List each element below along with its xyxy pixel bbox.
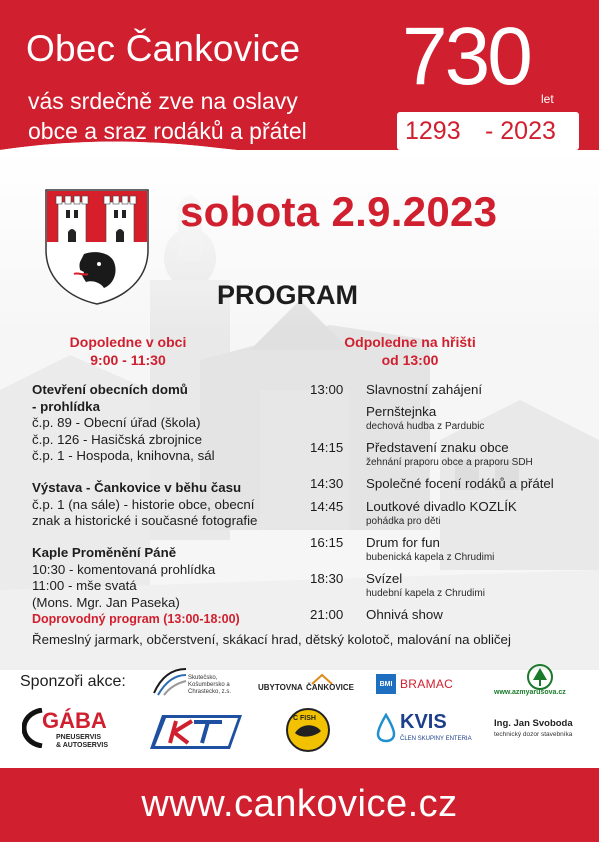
sponsor-kvis [376, 711, 476, 749]
invitation-line-2: obce a sraz rodáků a přátel [28, 118, 307, 144]
block-line: č.p. 89 - Obecní úřad (škola) [32, 415, 201, 430]
schedule-name: Svízel [366, 571, 403, 586]
sponsor-gaba [22, 706, 130, 752]
svoboda-name: Ing. Jan Svoboda [494, 718, 573, 729]
schedule-time: 18:30 [310, 571, 344, 586]
fish-logo-text: Č FISH [293, 715, 316, 722]
invitation-line-1: vás srdečně zve na oslavy [28, 88, 298, 114]
svoboda-sub: technický dozor stavebníka [494, 731, 573, 738]
azmy-url: www.azmyarusova.cz [494, 689, 566, 696]
schedule-name: Ohnivá show [366, 607, 443, 622]
schedule-name: Představení znaku obce [366, 440, 509, 455]
schedule-name: Drum for fun [366, 535, 440, 550]
block-line: č.p. 1 - Hospoda, knihovna, sál [32, 448, 215, 463]
block-title: Kaple Proměnění Páně [32, 545, 177, 560]
block-line: (Mons. Mgr. Jan Paseka) [32, 594, 180, 610]
anniversary-number: 730 [402, 11, 530, 102]
morning-heading [48, 333, 208, 369]
anniversary-unit: let [541, 92, 554, 106]
block-title: Výstava - Čankovice v běhu času [32, 480, 242, 495]
village-title: Obec Čankovice [26, 28, 301, 69]
gaba-sub2: & AUTOSERVIS [56, 742, 108, 749]
event-date: sobota 2.9.2023 [180, 188, 498, 235]
schedule-subtitle: dechová hudba z Pardubic [366, 421, 485, 432]
schedule-name: Loutkové divadlo KOZLÍK [366, 499, 517, 514]
block-line: 11:00 - mše svatá [32, 578, 137, 593]
wave-logo [152, 665, 188, 697]
sponsors-label: Sponzoři akce: [20, 673, 126, 690]
morning-heading-line1: Dopoledne v obci [69, 334, 187, 350]
morning-heading-line2: 9:00 - 11:30 [90, 352, 166, 368]
bramac-text: BRAMAC [400, 677, 454, 691]
ubytovna-label: UBYTOVNA [258, 683, 303, 692]
tree-logo [520, 662, 560, 692]
block-line: znak a historické i současné fotografie [32, 513, 258, 528]
schedule-subtitle: žehnání praporu obce a praporu SDH [366, 457, 533, 468]
schedule-time: 14:15 [310, 440, 344, 455]
program-heading: PROGRAM [217, 280, 358, 310]
schedule-time: 16:15 [310, 535, 344, 550]
kt-logo [148, 713, 244, 751]
coat-of-arms-icon [44, 188, 150, 306]
years-badge [397, 112, 579, 150]
ubytovna-name: ČANKOVICE [306, 683, 355, 692]
sponsor-bramac [376, 674, 476, 696]
kvis-sub: ČLEN SKUPINY ENTERIA [400, 736, 472, 742]
block-line: č.p. 126 - Hasičská zbrojnice [32, 431, 202, 447]
afternoon-heading-line1: Odpoledne na hřišti [344, 334, 476, 350]
bmi-logo [376, 674, 396, 694]
afternoon-heading-line2: od 13:00 [381, 352, 439, 368]
website-link[interactable]: www.cankovice.cz [141, 783, 458, 825]
schedule-time: 21:00 [310, 607, 344, 622]
block-title: Otevření obecních domů [32, 382, 188, 397]
schedule-subtitle: hudební kapela z Chrudimi [366, 588, 485, 599]
accompanying-program-heading: Doprovodný program (13:00-18:00) [32, 612, 240, 626]
sponsor-svoboda [494, 718, 594, 744]
afternoon-heading [340, 333, 480, 369]
year-end: - 2023 [485, 116, 556, 145]
morning-block-chapel [32, 545, 215, 611]
sponsor-azmy [494, 662, 586, 700]
gaba-sub1: PNEUSERVIS [56, 734, 101, 741]
year-start: 1293 [405, 116, 461, 145]
schedule-name: Pernštejnka [366, 404, 437, 419]
block-line: 10:30 - komentovaná prohlídka [32, 561, 216, 577]
schedule-name: Společné focení rodáků a přátel [366, 476, 554, 491]
morning-block-open-houses [32, 382, 215, 465]
schedule-subtitle: pohádka pro děti [366, 516, 441, 527]
morning-block-exhibition [32, 480, 257, 530]
sponsor-skutecsko-text: Skutečsko, Košumbersko a Chrastecko, z.s. [188, 675, 232, 695]
schedule-subtitle: bubenická kapela z Chrudimi [366, 552, 495, 563]
schedule-time: 14:45 [310, 499, 344, 514]
sponsor-skutecsko [152, 665, 252, 701]
bmi-text: BMI [379, 680, 393, 688]
fish-logo [285, 707, 331, 753]
kvis-title: KVIS [400, 711, 447, 733]
sponsor-fish [285, 707, 331, 753]
schedule-name: Slavnostní zahájení [366, 382, 483, 397]
schedule-time: 14:30 [310, 476, 344, 491]
schedule-time: 13:00 [310, 382, 344, 397]
gaba-title: GÁBA [42, 708, 107, 733]
block-title-cont: - prohlídka [32, 398, 100, 414]
block-line: č.p. 1 (na sále) - historie obce, obecní [32, 496, 255, 512]
sponsor-ubytovna [258, 672, 362, 696]
accompanying-program-text: Řemeslný jarmark, občerstvení, skákací hrad, dětský kolotoč, malování na obličej [32, 632, 511, 647]
water-drop-logo [376, 713, 396, 743]
